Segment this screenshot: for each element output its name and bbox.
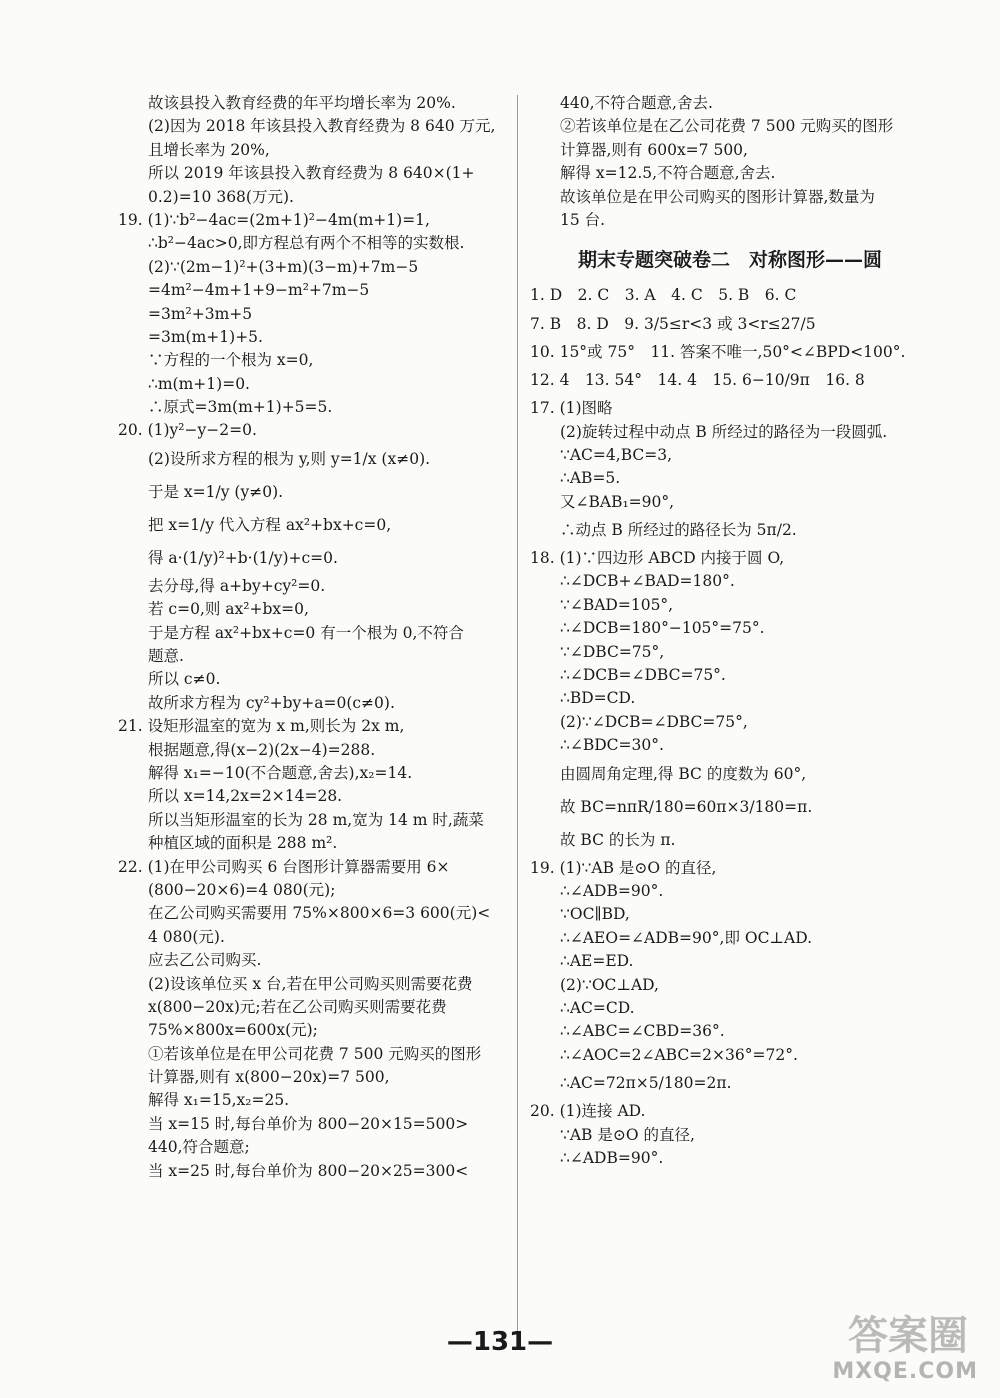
text-line: 把 x=1/y 代入方程 ax²+bx+c=0, xyxy=(148,515,392,534)
question-18-line: 18. (1)∵四边形 ABCD 内接于圆 O, xyxy=(530,549,785,568)
text-line: 应去乙公司购买. xyxy=(148,951,262,970)
answer-line: 1. D 2. C 3. A 4. C 5. B 6. C xyxy=(530,286,797,305)
text-line: (2)因为 2018 年该县投入教育经费为 8 640 万元, xyxy=(148,117,496,136)
text-line: ∵OC∥BD, xyxy=(560,905,630,924)
text-line: (2)∵OC⊥AD, xyxy=(560,975,659,994)
text-line: 计算器,则有 600x=7 500, xyxy=(560,140,748,159)
text-line: 题意. xyxy=(148,647,184,666)
text-line: ∴动点 B 所经过的路径长为 5π/2. xyxy=(560,521,797,540)
text-line: (2)∵∠DCB=∠DBC=75°, xyxy=(560,712,748,731)
question-17-line: 17. (1)图略 xyxy=(530,399,613,418)
text-line: 且增长率为 20%, xyxy=(148,140,270,159)
text-line: (800−20×6)=4 080(元); xyxy=(148,880,336,899)
right-column xyxy=(530,92,930,1170)
text-line: 故该县投入教育经费的年平均增长率为 20%. xyxy=(148,94,456,112)
text-line: 根据题意,得(x−2)(2x−4)=288. xyxy=(148,740,376,759)
text-line: (2)设该单位买 x 台,若在甲公司购买则需要花费 xyxy=(148,974,473,993)
text-line: =3m(m+1)+5. xyxy=(148,327,263,346)
text-line: ∵AB 是⊙O 的直径, xyxy=(560,1125,695,1144)
text-line: (2)旋转过程中动点 B 所经过的路径为一段圆弧. xyxy=(560,422,888,441)
text-line: ∴AB=5. xyxy=(560,469,621,488)
text-line: ∴AE=ED. xyxy=(560,952,634,971)
text-line: ∵方程的一个根为 x=0, xyxy=(148,351,314,370)
text-line: ∴∠DCB=∠DBC=75°. xyxy=(560,666,726,685)
text-line: 440,不符合题意,舍去. xyxy=(560,94,713,112)
text-line: ②若该单位是在乙公司花费 7 500 元购买的图形 xyxy=(560,117,894,136)
answer-line: 12. 4 13. 54° 14. 4 15. 6−10/9π 16. 8 xyxy=(530,371,865,390)
text-line: 于是 x=1/y (y≠0). xyxy=(148,482,284,501)
text-line: 15 台. xyxy=(560,210,606,229)
text-line: ∵∠DBC=75°, xyxy=(560,642,665,661)
text-line: (2)设所求方程的根为 y,则 y=1/x (x≠0). xyxy=(148,449,431,468)
text-line: 当 x=15 时,每台单价为 800−20×15=500> xyxy=(148,1114,469,1133)
text-line: 所以 x=14,2x=2×14=28. xyxy=(148,787,343,806)
text-line: 所以当矩形温室的长为 28 m,宽为 14 m 时,蔬菜 xyxy=(148,810,484,829)
section-heading: 期末专题突破卷二 对称图形——圆 xyxy=(577,249,882,272)
text-line: x(800−20x)元;若在乙公司购买则需要花费 xyxy=(148,997,447,1016)
question-20-line: 20. (1)y²−y−2=0. xyxy=(118,421,257,440)
text-line: 种植区域的面积是 288 m². xyxy=(148,834,338,853)
text-line: 440,符合题意; xyxy=(148,1138,250,1157)
question-22-line: 22. (1)在甲公司购买 6 台图形计算器需要用 6× xyxy=(118,857,450,876)
text-line: 去分母,得 a+by+cy²=0. xyxy=(148,576,326,595)
text-line: ∴∠AOC=2∠ABC=2×36°=72°. xyxy=(560,1045,798,1064)
text-line: 于是方程 ax²+bx+c=0 有一个根为 0,不符合 xyxy=(148,623,464,642)
text-line: 所以 c≠0. xyxy=(148,670,221,689)
text-line: 故 BC 的长为 π. xyxy=(560,830,676,849)
text-line: ∴∠AEO=∠ADB=90°,即 OC⊥AD. xyxy=(560,928,813,947)
text-line: ∴∠ABC=∠CBD=36°. xyxy=(560,1022,725,1041)
text-line: 计算器,则有 x(800−20x)=7 500, xyxy=(148,1068,390,1087)
text-line: =4m²−4m+1+9−m²+7m−5 xyxy=(148,281,370,300)
text-line: 0.2)=10 368(万元). xyxy=(148,187,294,206)
text-line: ∴∠ADB=90°. xyxy=(560,1148,664,1167)
watermark-site: MXQE.COM xyxy=(832,1359,978,1384)
text-line: 故该单位是在甲公司购买的图形计算器,数量为 xyxy=(560,187,875,206)
text-line: ∴m(m+1)=0. xyxy=(148,374,250,393)
question-21-line: 21. 设矩形温室的宽为 x m,则长为 2x m, xyxy=(118,717,405,736)
text-line: ∴原式=3m(m+1)+5=5. xyxy=(148,398,333,417)
text-line: 又∠BAB₁=90°, xyxy=(560,492,675,511)
text-line: ∵AC=4,BC=3, xyxy=(560,445,673,464)
watermark xyxy=(808,1304,978,1384)
text-line: ∴AC=CD. xyxy=(560,998,635,1017)
text-line: 得 a·(1/y)²+b·(1/y)+c=0. xyxy=(148,548,338,567)
text-line: 当 x=25 时,每台单价为 800−20×25=300< xyxy=(148,1161,469,1180)
left-column xyxy=(118,92,513,1183)
answer-line: 7. B 8. D 9. 3/5≤r<3 或 3<r≤27/5 xyxy=(530,314,816,333)
text-line: 75%×800x=600x(元); xyxy=(148,1021,318,1040)
text-line: ∴∠DCB+∠BAD=180°. xyxy=(560,572,735,591)
text-line: ∴∠ADB=90°. xyxy=(560,881,664,900)
column-divider xyxy=(517,95,518,1335)
text-line: ∴AC=72π×5/180=2π. xyxy=(560,1074,732,1093)
text-line: 故 BC=nπR/180=60π×3/180=π. xyxy=(560,797,813,816)
text-line: 解得 x₁=15,x₂=25. xyxy=(148,1091,290,1110)
text-line: (2)∵(2m−1)²+(3+m)(3−m)+7m−5 xyxy=(148,257,419,276)
text-line: 在乙公司购买需要用 75%×800×6=3 600(元)< xyxy=(148,904,491,923)
text-line: 4 080(元). xyxy=(148,927,225,946)
text-line: 故所求方程为 cy²+by+a=0(c≠0). xyxy=(148,693,395,712)
text-line: 若 c=0,则 ax²+bx=0, xyxy=(148,600,309,619)
text-line: ∴b²−4ac>0,即方程总有两个不相等的实数根. xyxy=(148,234,465,253)
watermark-logo: 答案圈 xyxy=(848,1313,968,1359)
text-line: ∴∠DCB=180°−105°=75°. xyxy=(560,619,765,638)
text-line: 解得 x₁=−10(不合题意,舍去),x₂=14. xyxy=(148,763,413,782)
text-line: ∴∠BDC=30°. xyxy=(560,736,664,755)
question-20-line: 20. (1)连接 AD. xyxy=(530,1102,646,1121)
text-line: 解得 x=12.5,不符合题意,舍去. xyxy=(560,164,776,183)
text-line: ∴BD=CD. xyxy=(560,689,636,708)
text-line: ∵∠BAD=105°, xyxy=(560,595,674,614)
question-19-line: 19. (1)∵b²−4ac=(2m+1)²−4m(m+1)=1, xyxy=(118,210,430,229)
text-line: =3m²+3m+5 xyxy=(148,304,253,323)
text-line: 由圆周角定理,得 BC 的度数为 60°, xyxy=(560,764,807,783)
text-line: ①若该单位是在甲公司花费 7 500 元购买的图形 xyxy=(148,1044,482,1063)
page-number: —131— xyxy=(446,1327,554,1357)
answer-line: 10. 15°或 75° 11. 答案不唯一,50°<∠BPD<100°. xyxy=(530,342,906,361)
text-line: 所以 2019 年该县投入教育经费为 8 640×(1+ xyxy=(148,164,475,183)
question-19-line: 19. (1)∵AB 是⊙O 的直径, xyxy=(530,858,717,877)
